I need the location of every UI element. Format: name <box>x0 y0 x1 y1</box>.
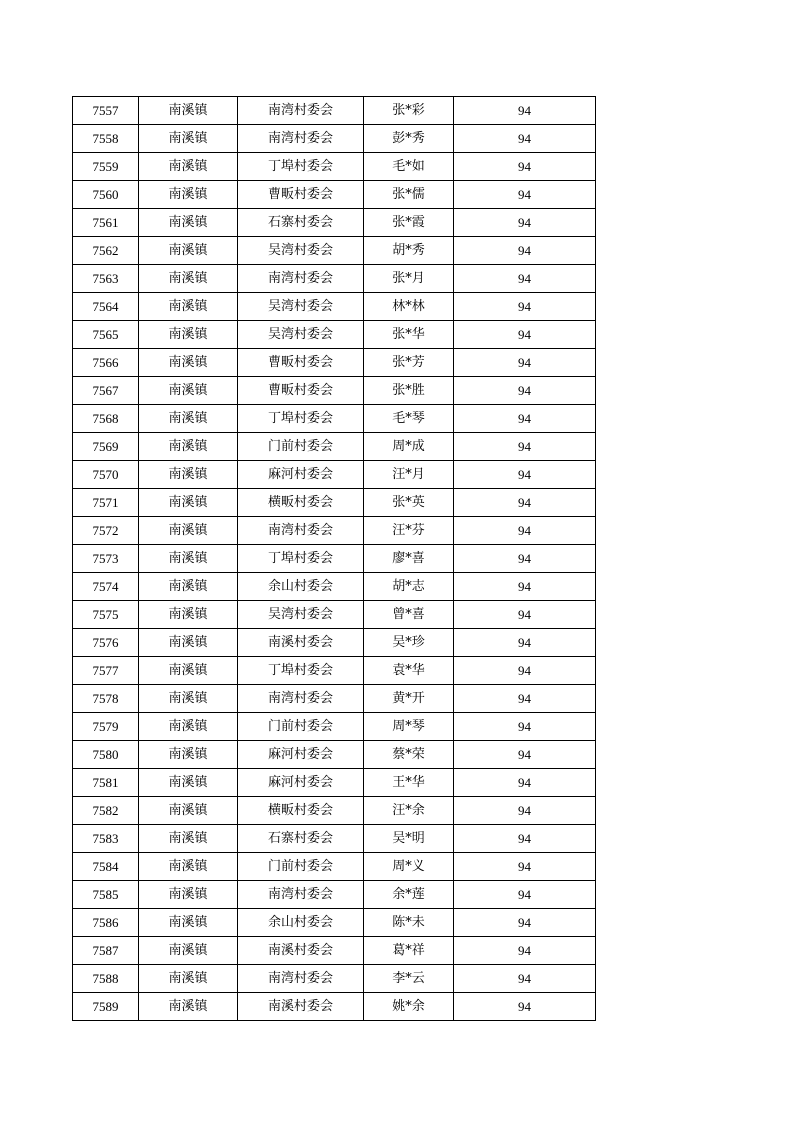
name-cell: 余*莲 <box>364 881 454 909</box>
town-cell: 南溪镇 <box>139 517 238 545</box>
row-number-cell: 7582 <box>73 797 139 825</box>
table-row <box>73 153 596 181</box>
town-cell: 南溪镇 <box>139 125 238 153</box>
village-cell: 石寨村委会 <box>238 825 364 853</box>
name-cell: 廖*喜 <box>364 545 454 573</box>
name-cell: 蔡*荣 <box>364 741 454 769</box>
score-cell: 94 <box>454 937 596 965</box>
town-cell: 南溪镇 <box>139 321 238 349</box>
table-row <box>73 405 596 433</box>
town-cell: 南溪镇 <box>139 293 238 321</box>
row-number-cell: 7589 <box>73 993 139 1021</box>
town-cell: 南溪镇 <box>139 909 238 937</box>
roster-table <box>72 96 596 1021</box>
row-number-cell: 7572 <box>73 517 139 545</box>
score-cell: 94 <box>454 573 596 601</box>
row-number-cell: 7566 <box>73 349 139 377</box>
town-cell: 南溪镇 <box>139 629 238 657</box>
score-cell: 94 <box>454 181 596 209</box>
name-cell: 周*成 <box>364 433 454 461</box>
name-cell: 葛*祥 <box>364 937 454 965</box>
village-cell: 余山村委会 <box>238 909 364 937</box>
row-number-cell: 7576 <box>73 629 139 657</box>
score-cell: 94 <box>454 237 596 265</box>
row-number-cell: 7558 <box>73 125 139 153</box>
town-cell: 南溪镇 <box>139 405 238 433</box>
row-number-cell: 7557 <box>73 97 139 125</box>
village-cell: 丁埠村委会 <box>238 657 364 685</box>
score-cell: 94 <box>454 265 596 293</box>
village-cell: 南湾村委会 <box>238 685 364 713</box>
village-cell: 曹畈村委会 <box>238 181 364 209</box>
score-cell: 94 <box>454 629 596 657</box>
row-number-cell: 7581 <box>73 769 139 797</box>
table-row <box>73 769 596 797</box>
name-cell: 吴*明 <box>364 825 454 853</box>
town-cell: 南溪镇 <box>139 797 238 825</box>
table-row <box>73 293 596 321</box>
score-cell: 94 <box>454 657 596 685</box>
row-number-cell: 7564 <box>73 293 139 321</box>
village-cell: 余山村委会 <box>238 573 364 601</box>
town-cell: 南溪镇 <box>139 433 238 461</box>
score-cell: 94 <box>454 209 596 237</box>
table-row <box>73 517 596 545</box>
table-row <box>73 181 596 209</box>
table-row <box>73 909 596 937</box>
village-cell: 麻河村委会 <box>238 461 364 489</box>
village-cell: 南湾村委会 <box>238 881 364 909</box>
row-number-cell: 7588 <box>73 965 139 993</box>
table-row <box>73 601 596 629</box>
table-row <box>73 965 596 993</box>
table-row <box>73 321 596 349</box>
table-row <box>73 125 596 153</box>
score-cell: 94 <box>454 405 596 433</box>
village-cell: 门前村委会 <box>238 713 364 741</box>
roster-table-body <box>73 97 596 1021</box>
town-cell: 南溪镇 <box>139 937 238 965</box>
village-cell: 曹畈村委会 <box>238 377 364 405</box>
row-number-cell: 7580 <box>73 741 139 769</box>
name-cell: 周*琴 <box>364 713 454 741</box>
row-number-cell: 7574 <box>73 573 139 601</box>
village-cell: 曹畈村委会 <box>238 349 364 377</box>
town-cell: 南溪镇 <box>139 461 238 489</box>
name-cell: 林*林 <box>364 293 454 321</box>
village-cell: 南湾村委会 <box>238 517 364 545</box>
row-number-cell: 7563 <box>73 265 139 293</box>
village-cell: 南溪村委会 <box>238 993 364 1021</box>
row-number-cell: 7587 <box>73 937 139 965</box>
score-cell: 94 <box>454 993 596 1021</box>
row-number-cell: 7562 <box>73 237 139 265</box>
row-number-cell: 7578 <box>73 685 139 713</box>
name-cell: 袁*华 <box>364 657 454 685</box>
name-cell: 周*义 <box>364 853 454 881</box>
village-cell: 横畈村委会 <box>238 489 364 517</box>
score-cell: 94 <box>454 713 596 741</box>
table-row <box>73 349 596 377</box>
town-cell: 南溪镇 <box>139 601 238 629</box>
score-cell: 94 <box>454 601 596 629</box>
name-cell: 李*云 <box>364 965 454 993</box>
row-number-cell: 7568 <box>73 405 139 433</box>
score-cell: 94 <box>454 545 596 573</box>
table-row <box>73 937 596 965</box>
village-cell: 丁埠村委会 <box>238 545 364 573</box>
town-cell: 南溪镇 <box>139 685 238 713</box>
score-cell: 94 <box>454 825 596 853</box>
name-cell: 曾*喜 <box>364 601 454 629</box>
row-number-cell: 7585 <box>73 881 139 909</box>
name-cell: 胡*志 <box>364 573 454 601</box>
score-cell: 94 <box>454 153 596 181</box>
town-cell: 南溪镇 <box>139 209 238 237</box>
row-number-cell: 7571 <box>73 489 139 517</box>
name-cell: 黄*开 <box>364 685 454 713</box>
village-cell: 麻河村委会 <box>238 741 364 769</box>
score-cell: 94 <box>454 377 596 405</box>
table-row <box>73 685 596 713</box>
village-cell: 吴湾村委会 <box>238 237 364 265</box>
village-cell: 南溪村委会 <box>238 629 364 657</box>
table-row <box>73 377 596 405</box>
table-row <box>73 489 596 517</box>
row-number-cell: 7584 <box>73 853 139 881</box>
town-cell: 南溪镇 <box>139 825 238 853</box>
village-cell: 吴湾村委会 <box>238 293 364 321</box>
town-cell: 南溪镇 <box>139 97 238 125</box>
town-cell: 南溪镇 <box>139 349 238 377</box>
table-row <box>73 741 596 769</box>
table-row <box>73 657 596 685</box>
village-cell: 南湾村委会 <box>238 965 364 993</box>
table-row <box>73 853 596 881</box>
town-cell: 南溪镇 <box>139 573 238 601</box>
village-cell: 横畈村委会 <box>238 797 364 825</box>
town-cell: 南溪镇 <box>139 489 238 517</box>
row-number-cell: 7559 <box>73 153 139 181</box>
name-cell: 吴*珍 <box>364 629 454 657</box>
table-row <box>73 797 596 825</box>
village-cell: 门前村委会 <box>238 433 364 461</box>
table-row <box>73 993 596 1021</box>
score-cell: 94 <box>454 489 596 517</box>
score-cell: 94 <box>454 517 596 545</box>
row-number-cell: 7583 <box>73 825 139 853</box>
village-cell: 南溪村委会 <box>238 937 364 965</box>
row-number-cell: 7560 <box>73 181 139 209</box>
name-cell: 张*华 <box>364 321 454 349</box>
table-row <box>73 265 596 293</box>
name-cell: 张*芳 <box>364 349 454 377</box>
name-cell: 张*霞 <box>364 209 454 237</box>
town-cell: 南溪镇 <box>139 545 238 573</box>
row-number-cell: 7579 <box>73 713 139 741</box>
village-cell: 南湾村委会 <box>238 97 364 125</box>
row-number-cell: 7561 <box>73 209 139 237</box>
town-cell: 南溪镇 <box>139 881 238 909</box>
row-number-cell: 7569 <box>73 433 139 461</box>
name-cell: 张*儒 <box>364 181 454 209</box>
village-cell: 麻河村委会 <box>238 769 364 797</box>
table-row <box>73 881 596 909</box>
table-row <box>73 713 596 741</box>
score-cell: 94 <box>454 909 596 937</box>
score-cell: 94 <box>454 461 596 489</box>
score-cell: 94 <box>454 97 596 125</box>
table-row <box>73 573 596 601</box>
town-cell: 南溪镇 <box>139 993 238 1021</box>
score-cell: 94 <box>454 741 596 769</box>
village-cell: 门前村委会 <box>238 853 364 881</box>
table-row <box>73 545 596 573</box>
town-cell: 南溪镇 <box>139 769 238 797</box>
name-cell: 张*胜 <box>364 377 454 405</box>
row-number-cell: 7565 <box>73 321 139 349</box>
name-cell: 张*英 <box>364 489 454 517</box>
town-cell: 南溪镇 <box>139 153 238 181</box>
name-cell: 汪*余 <box>364 797 454 825</box>
score-cell: 94 <box>454 125 596 153</box>
town-cell: 南溪镇 <box>139 237 238 265</box>
name-cell: 汪*月 <box>364 461 454 489</box>
town-cell: 南溪镇 <box>139 713 238 741</box>
table-row <box>73 433 596 461</box>
town-cell: 南溪镇 <box>139 741 238 769</box>
score-cell: 94 <box>454 881 596 909</box>
score-cell: 94 <box>454 685 596 713</box>
row-number-cell: 7570 <box>73 461 139 489</box>
name-cell: 张*月 <box>364 265 454 293</box>
village-cell: 丁埠村委会 <box>238 153 364 181</box>
town-cell: 南溪镇 <box>139 965 238 993</box>
village-cell: 南湾村委会 <box>238 125 364 153</box>
score-cell: 94 <box>454 769 596 797</box>
town-cell: 南溪镇 <box>139 181 238 209</box>
town-cell: 南溪镇 <box>139 853 238 881</box>
score-cell: 94 <box>454 433 596 461</box>
village-cell: 吴湾村委会 <box>238 601 364 629</box>
village-cell: 石寨村委会 <box>238 209 364 237</box>
name-cell: 陈*未 <box>364 909 454 937</box>
name-cell: 汪*芬 <box>364 517 454 545</box>
row-number-cell: 7575 <box>73 601 139 629</box>
row-number-cell: 7586 <box>73 909 139 937</box>
table-row <box>73 237 596 265</box>
table-row <box>73 825 596 853</box>
name-cell: 彭*秀 <box>364 125 454 153</box>
name-cell: 毛*琴 <box>364 405 454 433</box>
score-cell: 94 <box>454 293 596 321</box>
name-cell: 姚*余 <box>364 993 454 1021</box>
row-number-cell: 7577 <box>73 657 139 685</box>
village-cell: 南湾村委会 <box>238 265 364 293</box>
table-row <box>73 461 596 489</box>
town-cell: 南溪镇 <box>139 657 238 685</box>
village-cell: 吴湾村委会 <box>238 321 364 349</box>
score-cell: 94 <box>454 965 596 993</box>
score-cell: 94 <box>454 797 596 825</box>
row-number-cell: 7573 <box>73 545 139 573</box>
score-cell: 94 <box>454 349 596 377</box>
town-cell: 南溪镇 <box>139 265 238 293</box>
table-row <box>73 97 596 125</box>
name-cell: 胡*秀 <box>364 237 454 265</box>
table-row <box>73 629 596 657</box>
name-cell: 毛*如 <box>364 153 454 181</box>
name-cell: 张*彩 <box>364 97 454 125</box>
name-cell: 王*华 <box>364 769 454 797</box>
village-cell: 丁埠村委会 <box>238 405 364 433</box>
score-cell: 94 <box>454 853 596 881</box>
row-number-cell: 7567 <box>73 377 139 405</box>
table-row <box>73 209 596 237</box>
town-cell: 南溪镇 <box>139 377 238 405</box>
score-cell: 94 <box>454 321 596 349</box>
